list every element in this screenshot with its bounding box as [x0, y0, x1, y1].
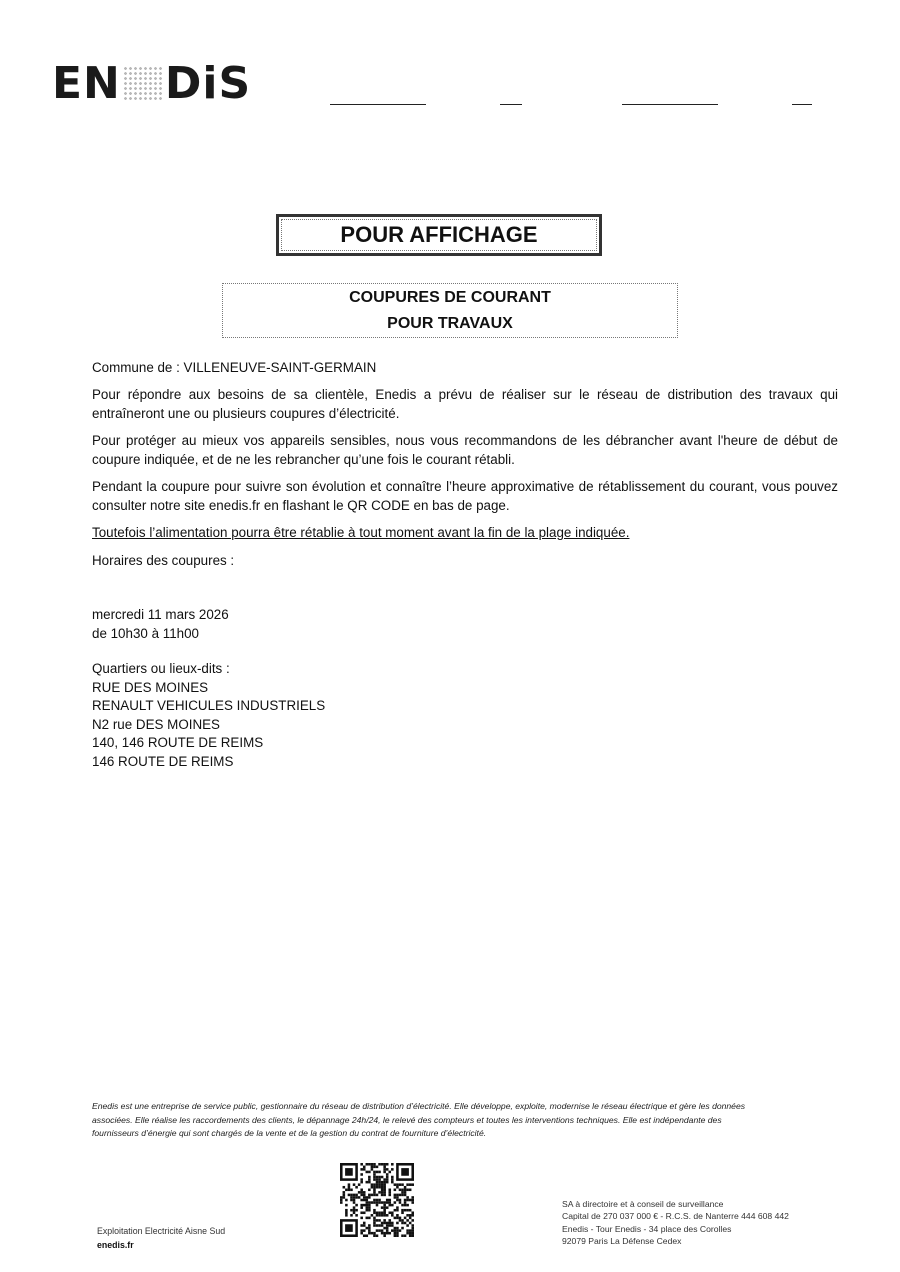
company-line: 92079 Paris La Défense Cedex — [562, 1236, 682, 1247]
paragraph: Pour répondre aux besoins de sa clientèle, Enedis a prévu de réaliser sur le réseau de distribution des travaux qui entraîneront une ou plusieurs coupures d’électricité. — [92, 387, 838, 421]
schedule-block — [92, 605, 229, 643]
location-item: RUE DES MOINES — [92, 679, 209, 695]
legal-line: Enedis est une entreprise de service public, gestionnaire du réseau de distribution d’électricité. Elle développe, exploite, modernise le réseau électrique et gère les données — [92, 1101, 746, 1111]
commune-line: Commune de : VILLENEUVE-SAINT-GERMAIN — [92, 360, 377, 375]
legal-line: fournisseurs d’énergie qui sont chargés de la vente et de la gestion du contrat de fourniture d’électricité. — [92, 1128, 487, 1138]
logo-text-left: EN — [52, 58, 121, 109]
logo-text-right: DiS — [164, 58, 252, 109]
body-text — [92, 523, 838, 542]
header-rule — [622, 104, 718, 105]
body-text — [92, 385, 838, 423]
company-line: SA à directoire et à conseil de surveillance — [562, 1199, 724, 1209]
schedule-label: Horaires des coupures : — [92, 553, 235, 568]
footer-site-link[interactable]: enedis.fr — [97, 1240, 134, 1250]
body-text — [92, 477, 838, 515]
legal-line: associées. Elle réalise les raccordements des clients, le dépannage 24h/24, le relevé des compteurs et toutes les interventions techniques. Elle est indépendante des — [92, 1114, 722, 1125]
header-rule — [330, 104, 426, 105]
body-text — [92, 431, 838, 469]
subtitle-line: POUR TRAVAUX — [387, 314, 513, 332]
subtitle-line: COUPURES DE COURANT — [349, 288, 551, 306]
schedule-date: mercredi 11 mars 2026 — [92, 607, 229, 622]
qr-code-icon[interactable] — [340, 1163, 414, 1237]
company-line: Enedis - Tour Enedis - 34 place des Corolles — [562, 1223, 732, 1234]
locations-block — [92, 660, 325, 771]
legal-notice — [92, 1100, 822, 1141]
locations-label: Quartiers ou lieux-dits : — [92, 661, 230, 676]
enedis-logo — [52, 58, 252, 109]
footer-left — [97, 1224, 225, 1252]
company-line: Capital de 270 037 000 € - R.C.S. de Nanterre 444 608 442 — [562, 1211, 789, 1222]
footer-company-info — [562, 1198, 789, 1248]
header-rule — [500, 104, 522, 105]
body-text — [92, 551, 838, 570]
location-item: RENAULT VEHICULES INDUSTRIELS — [92, 698, 326, 713]
location-item: N2 rue DES MOINES — [92, 716, 220, 732]
paragraph: Pendant la coupure pour suivre son évolution et connaître l’heure approximative de rétablissement du courant, vous pouvez consulter notre site enedis.fr en flashant le QR CODE en bas de page. — [92, 479, 838, 513]
schedule-time: de 10h30 à 11h00 — [92, 626, 199, 641]
body-text — [92, 358, 838, 377]
title-box — [276, 214, 602, 256]
location-item: 140, 146 ROUTE DE REIMS — [92, 735, 264, 750]
notice-line: Toutefois l’alimentation pourra être rétablie à tout moment avant la fin de la plage indiquée. — [92, 525, 630, 540]
location-item: 146 ROUTE DE REIMS — [92, 753, 234, 769]
page-title: POUR AFFICHAGE — [340, 222, 538, 247]
header-rule — [792, 104, 812, 105]
subtitle-box — [222, 283, 678, 338]
paragraph: Pour protéger au mieux vos appareils sensibles, nous vous recommandons de les débrancher avant l'heure de début de coupure indiquée, et de ne les rebrancher qu’une fois le courant rétabli. — [92, 433, 838, 467]
footer-unit: Exploitation Electricité Aisne Sud — [97, 1226, 226, 1236]
logo-dots-icon — [123, 66, 163, 102]
